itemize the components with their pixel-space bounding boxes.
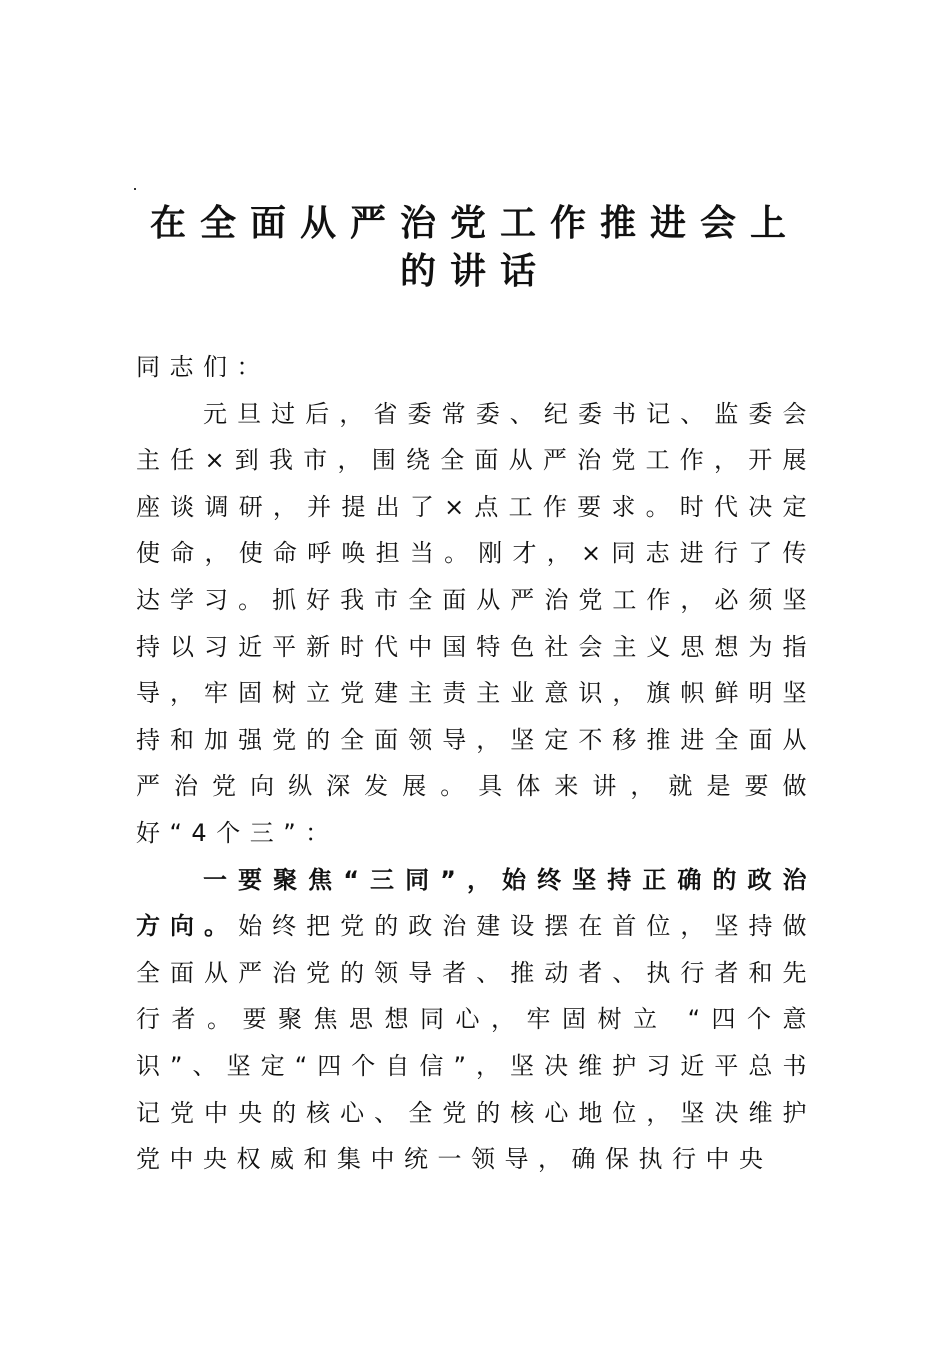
paragraph-2-lead: 一要聚焦“三同”，始终坚持正确的政治方向。 [136,865,816,941]
paragraph-2-body: 始终把党的政治建设摆在首位，坚持做全面从严治党的领导者、推动者、执行者和先行者。要聚焦思想同心，牢固树立 “四个意识”、坚定“四个自信”，坚决维护习近平总书记党中央的核心、全党的核心地位，坚决维护党中央权威和集中统一领导，确保执行中央 [136,912,817,1174]
salutation: 同志们： [136,353,270,381]
document-body [136,344,816,1183]
stray-dot [134,188,136,190]
paragraph-1: 元旦过后，省委常委、纪委书记、监委会主任×到我市，围绕全面从严治党工作，开展座谈调研，并提出了×点工作要求。时代决定使命，使命呼唤担当。刚才，×同志进行了传达学习。抓好我市全面从严治党工作，必须坚持以习近平新时代中国特色社会主义思想为指导，牢固树立党建主责主业意识，旗帜鲜明坚持和加强党的全面领导，坚定不移推进全面从严治党向纵深发展。具体来讲，就是要做好“4个三”： [136,399,816,847]
paragraph-2 [136,857,816,1183]
title-line-2: 的讲话 [399,251,550,292]
document-title [120,200,830,296]
title-line-1: 在全面从严治党工作推进会上 [149,203,800,244]
